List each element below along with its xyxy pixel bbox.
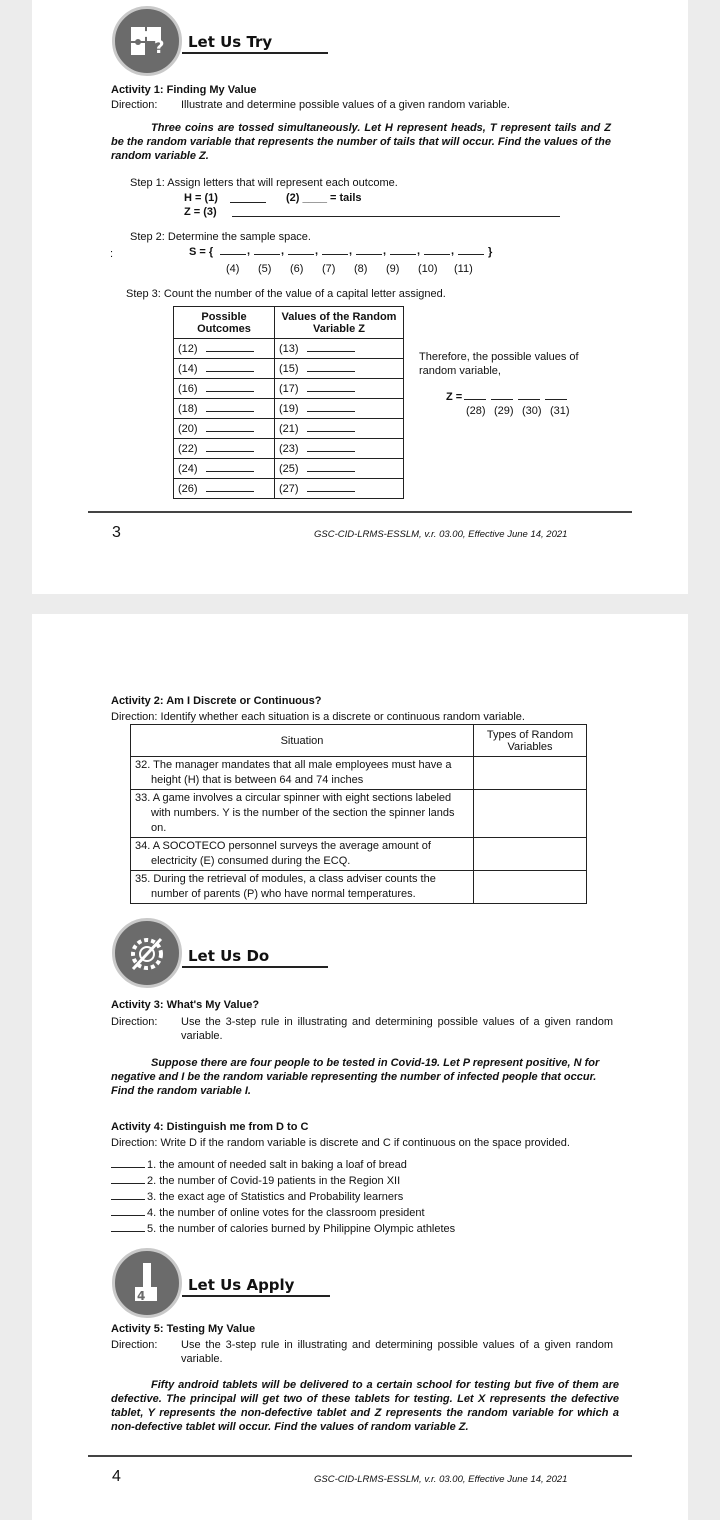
section-title-let-us-apply: Let Us Apply — [188, 1276, 295, 1294]
s-label: S = { — [189, 246, 214, 258]
cell-label: (13) — [279, 342, 299, 355]
cell-label: (23) — [279, 442, 299, 455]
table-row — [131, 757, 587, 790]
h-label: H = (1) — [184, 192, 218, 204]
type-answer-cell[interactable] — [474, 838, 587, 871]
z-value-number: (30) — [522, 405, 542, 417]
s-close: } — [488, 246, 493, 258]
activity1-direction: Illustrate and determine possible values of a given random variable. — [181, 99, 510, 111]
outcomes-table — [173, 306, 404, 499]
activity1-direction-label: Direction: — [111, 99, 158, 111]
list-item — [111, 1222, 571, 1238]
activity3-direction-label: Direction: — [111, 1016, 158, 1028]
activity3-problem: Suppose there are four people to be tested in Covid-19. Let P represent positive, N for negative and I be the random variable representing the number of infected people that occur. Find the random variable I. — [111, 1057, 600, 1097]
table-row — [174, 399, 404, 419]
situation-table — [130, 724, 587, 904]
col-possible-outcomes: Possible Outcomes — [174, 307, 275, 339]
outcome-cell[interactable] — [174, 439, 275, 459]
cell-label: (27) — [279, 482, 299, 495]
table-row — [131, 838, 587, 871]
list-item-text: 1. the amount of needed salt in baking a loaf of bread — [147, 1159, 407, 1171]
activity4-title: Activity 4: Distinguish me from D to C — [111, 1121, 309, 1133]
page-number: 3 — [112, 524, 121, 541]
z-label: Z = (3) — [184, 206, 217, 218]
page-number: 4 — [112, 1468, 121, 1485]
sample-space-blank[interactable] — [220, 254, 246, 255]
answer-blank[interactable] — [111, 1199, 145, 1200]
col-values-z: Values of the Random Variable Z — [275, 307, 404, 339]
activity4-direction: Direction: Write D if the random variable is discrete and C if continuous on the space provided. — [111, 1137, 570, 1149]
sample-space-number: (5) — [258, 263, 272, 275]
hand-icon — [112, 1248, 182, 1318]
table-row — [174, 439, 404, 459]
outcome-cell[interactable] — [174, 399, 275, 419]
activity2-direction: Direction: Identify whether each situation is a discrete or continuous random variable. — [111, 711, 525, 723]
cell-label: (12) — [178, 342, 198, 355]
sample-space-blank[interactable] — [458, 254, 484, 255]
list-item — [111, 1174, 571, 1190]
situation-cell: 35. During the retrieval of modules, a class adviser counts the number of parents (P) who have normal temperatures. — [131, 871, 474, 904]
tails-label: (2) ____ = tails — [286, 192, 362, 204]
type-answer-cell[interactable] — [474, 871, 587, 904]
list-item — [111, 1190, 571, 1206]
svg-text:4: 4 — [137, 1289, 146, 1303]
svg-text:?: ? — [154, 37, 165, 58]
sample-space-blank[interactable] — [288, 254, 314, 255]
table-row — [174, 359, 404, 379]
z-values-label: Z = — [446, 391, 463, 403]
cell-label: (18) — [178, 402, 198, 415]
sample-space-blank[interactable] — [390, 254, 416, 255]
table-row — [174, 459, 404, 479]
list-item-text: 4. the number of online votes for the classroom president — [147, 1207, 425, 1219]
value-cell[interactable] — [275, 459, 404, 479]
outcome-cell[interactable] — [174, 359, 275, 379]
sample-space-number: (7) — [322, 263, 336, 275]
situation-cell: 33. A game involves a circular spinner with eight sections labeled with numbers. Y is the number of the section the spinner lands on. — [131, 790, 474, 838]
z-value-number: (28) — [466, 405, 486, 417]
z-value-number: (29) — [494, 405, 514, 417]
list-item — [111, 1206, 571, 1222]
sample-space-blank[interactable] — [356, 254, 382, 255]
table-row — [131, 790, 587, 838]
activity5-problem: Fifty android tablets will be delivered to a certain school for testing but five of them are defective. The principal will get two of these tablets for testing. Let X represents the defective tablet, Y represents the non-defective tablet and Z represents the random variable for which a non-defective tablet will occur. Find the values of random variable Z. — [111, 1379, 619, 1433]
cell-label: (14) — [178, 362, 198, 375]
puzzle-icon — [112, 6, 182, 76]
activity4-list — [111, 1158, 571, 1238]
list-item-text: 5. the number of calories burned by Philippine Olympic athletes — [147, 1223, 456, 1235]
outcome-cell[interactable] — [174, 379, 275, 399]
step3-text: Step 3: Count the number of the value of a capital letter assigned. — [126, 288, 446, 300]
sample-space-number: (4) — [226, 263, 240, 275]
situation-cell: 32. The manager mandates that all male employees must have a height (H) that is between 64 and 74 inches — [131, 757, 474, 790]
section-title-let-us-do: Let Us Do — [188, 947, 270, 965]
z-value-numbers — [466, 404, 586, 418]
activity1-problem: Three coins are tossed simultaneously. Let H represent heads, T represent tails and Z be the random variable that represents the number of tails that will occur. Find the values of the random variable Z. — [111, 122, 611, 162]
step2-text: Step 2: Determine the sample space. — [130, 231, 311, 243]
sample-space-number: (10) — [418, 263, 438, 275]
table-row — [131, 871, 587, 904]
blank-3[interactable] — [232, 216, 560, 217]
sample-space-number: (9) — [386, 263, 400, 275]
value-cell[interactable] — [275, 439, 404, 459]
cell-label: (20) — [178, 422, 198, 435]
answer-blank[interactable] — [111, 1167, 145, 1168]
activity3-title: Activity 3: What's My Value? — [111, 999, 260, 1011]
header-underline — [182, 966, 328, 968]
z-values-blanks[interactable] — [464, 388, 566, 400]
list-item-text: 3. the exact age of Statistics and Probability learners — [147, 1191, 404, 1203]
value-cell[interactable] — [275, 479, 404, 499]
footer-code: GSC-CID-LRMS-ESSLM, v.r. 03.00, Effective June 14, 2021 — [314, 529, 568, 540]
sample-space-number: (8) — [354, 263, 368, 275]
sample-space-blanks[interactable]: , , , , , , , — [220, 244, 490, 258]
outcome-cell[interactable] — [174, 339, 275, 359]
cell-label: (16) — [178, 382, 198, 395]
section-title-let-us-try: Let Us Try — [188, 33, 273, 51]
value-cell[interactable] — [275, 359, 404, 379]
cell-label: (24) — [178, 462, 198, 475]
cell-label: (19) — [279, 402, 299, 415]
situation-table-body — [131, 757, 587, 904]
activity1-title: Activity 1: Finding My Value — [111, 84, 257, 96]
header-underline — [182, 52, 328, 54]
footer-rule — [88, 511, 632, 513]
cell-label: (22) — [178, 442, 198, 455]
value-cell[interactable] — [275, 419, 404, 439]
answer-blank[interactable] — [111, 1231, 145, 1232]
sample-space-numbers — [226, 262, 496, 276]
step1-text: Step 1: Assign letters that will represent each outcome. — [130, 177, 398, 189]
table-row — [174, 479, 404, 499]
table-row — [174, 419, 404, 439]
table-row — [174, 379, 404, 399]
footer-code: GSC-CID-LRMS-ESSLM, v.r. 03.00, Effective June 14, 2021 — [314, 1474, 568, 1485]
page-4 — [32, 614, 688, 1520]
activity5-direction: Use the 3-step rule in illustrating and determining possible values of a given random variable. — [181, 1339, 613, 1365]
list-item-text: 2. the number of Covid-19 patients in the Region XII — [147, 1175, 401, 1187]
cell-label: (21) — [279, 422, 299, 435]
col-situation: Situation — [131, 725, 474, 757]
activity2-title: Activity 2: Am I Discrete or Continuous? — [111, 695, 322, 707]
cell-label: (25) — [279, 462, 299, 475]
value-cell[interactable] — [275, 399, 404, 419]
blank-1[interactable] — [230, 202, 266, 203]
type-answer-cell[interactable] — [474, 790, 587, 838]
value-cell[interactable] — [275, 379, 404, 399]
outcome-cell[interactable] — [174, 419, 275, 439]
activity5-direction-label: Direction: — [111, 1339, 158, 1351]
activity5-title: Activity 5: Testing My Value — [111, 1323, 256, 1335]
cell-label: (17) — [279, 382, 299, 395]
list-item — [111, 1158, 571, 1174]
col-types: Types of Random Variables — [474, 725, 587, 757]
outcomes-table-body — [174, 339, 404, 499]
value-cell[interactable] — [275, 339, 404, 359]
cell-label: (15) — [279, 362, 299, 375]
sample-space-blank[interactable] — [254, 254, 280, 255]
table-row — [174, 339, 404, 359]
z-value-number: (31) — [550, 405, 570, 417]
outcome-cell[interactable] — [174, 479, 275, 499]
therefore-text: Therefore, the possible values of random variable, — [419, 351, 579, 377]
colon: : — [110, 248, 114, 260]
outcome-cell[interactable] — [174, 459, 275, 479]
answer-blank[interactable] — [111, 1183, 145, 1184]
type-answer-cell[interactable] — [474, 757, 587, 790]
header-underline — [182, 1295, 330, 1297]
sample-space-number: (11) — [454, 263, 473, 275]
cell-label: (26) — [178, 482, 198, 495]
sample-space-blank[interactable] — [424, 254, 450, 255]
gear-pencil-icon — [112, 918, 182, 988]
sample-space-blank[interactable] — [322, 254, 348, 255]
activity3-direction: Use the 3-step rule in illustrating and determining possible values of a given random variable. — [181, 1016, 613, 1042]
situation-cell: 34. A SOCOTECO personnel surveys the average amount of electricity (E) consumed during the ECQ. — [131, 838, 474, 871]
answer-blank[interactable] — [111, 1215, 145, 1216]
page-3 — [32, 0, 688, 594]
sample-space-number: (6) — [290, 263, 304, 275]
footer-rule — [88, 1455, 632, 1457]
